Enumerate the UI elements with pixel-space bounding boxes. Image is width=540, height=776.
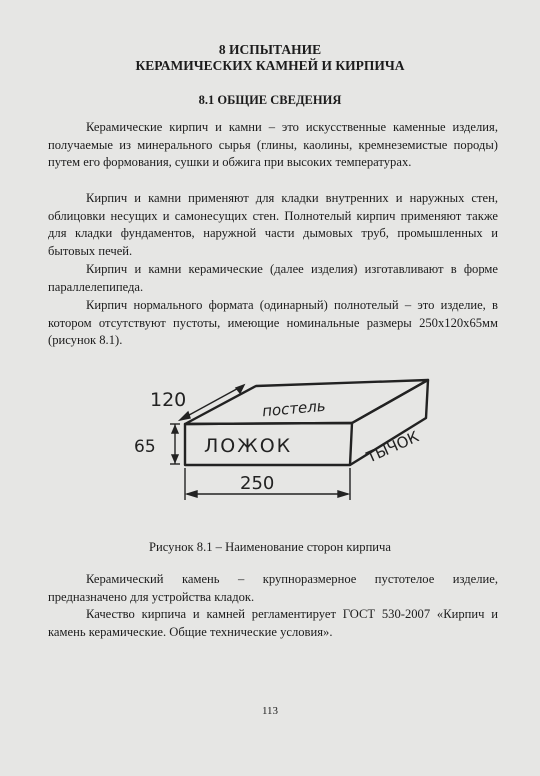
brick-side-face-label: тычок <box>363 427 422 467</box>
section-title: 8.1 ОБЩИЕ СВЕДЕНИЯ <box>198 93 342 107</box>
dimension-width-label: 120 <box>150 389 187 411</box>
chapter-title-line-1: 8 ИСПЫТАНИЕ <box>218 42 322 57</box>
chapter-title <box>0 42 540 74</box>
chapter-title-line-2: КЕРАМИЧЕСКИХ КАМНЕЙ И КИРПИЧА <box>135 58 405 73</box>
brick-figure <box>0 340 540 520</box>
dimension-length-label: 250 <box>240 473 275 494</box>
paragraph-5: Керамический камень – крупноразмерное пустотелое изделие, предназначено для устройства кладок. <box>48 572 498 604</box>
brick-front-face-label: ложок <box>204 435 293 457</box>
paragraph-1: Керамические кирпич и камни – это искусственные каменные изделия, получаемые из минерального сырья (глины, каолины, кремнеземистые породы) путем его формования, сушки и обжига при высоких температурах. <box>48 120 498 170</box>
brick-top-face-label: постель <box>261 396 327 421</box>
paragraph-6: Качество кирпича и камней регламентирует ГОСТ 530-2007 «Кирпич и камень керамические. Общие технические условия». <box>48 607 498 639</box>
paragraph-4: Кирпич нормального формата (одинарный) полнотелый – это изделие, в котором отсутствуют пустоты, имеющие номинальные размеры 250х120х65мм (рисунок 8.1). <box>48 298 498 348</box>
paragraph-3: Кирпич и камни керамические (далее изделия) изготавливают в форме параллелепипеда. <box>48 262 498 294</box>
dimension-height-label: 65 <box>134 437 156 457</box>
paragraph-2: Кирпич и камни применяют для кладки внутренних и наружных стен, облицовки несущих и самонесущих стен. Полнотелый кирпич применяют также для кладки фундаментов, наружной части дымовых труб, промышленных и бытовых печей. <box>48 191 498 258</box>
page-number: 113 <box>261 705 279 717</box>
figure-caption: Рисунок 8.1 – Наименование сторон кирпича <box>149 540 391 554</box>
